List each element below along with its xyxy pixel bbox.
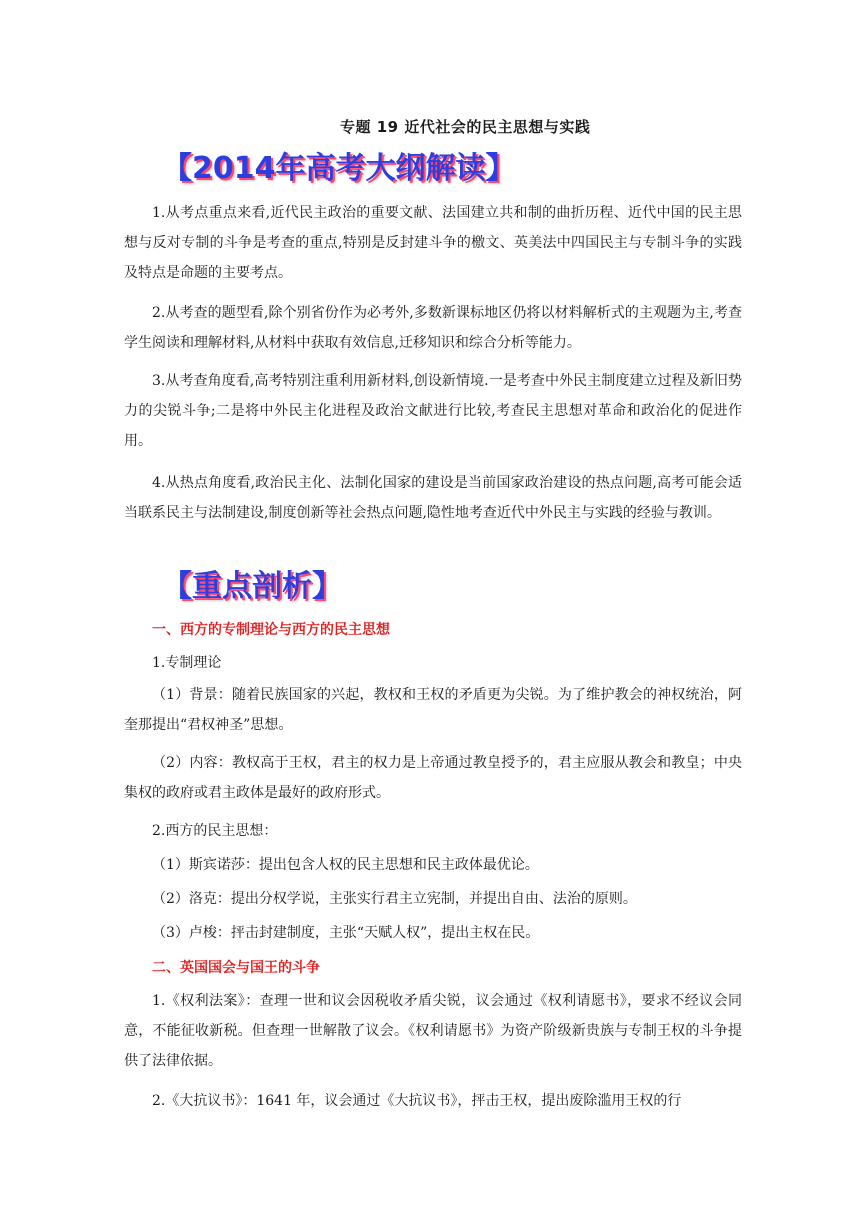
outline-paragraph-3: 3.从考查角度看,高考特别注重利用新材料,创设新情境.一是考查中外民主制度建立过程及新旧势力的尖锐斗争;二是将中外民主化进程及政治文献进行比较,考查民主思想对革命和政治化的促进作用。: [124, 373, 742, 449]
section-heading-2: 二、英国国会与国王的斗争: [152, 960, 320, 976]
item-rousseau: （3）卢梭：抨击封建制度，主张“天赋人权”，提出主权在民。: [152, 925, 540, 941]
paragraph-bill-of-rights: 1.《权利法案》：查理一世和议会因税收矛盾尖锐，议会通过《权利请愿书》，要求不经议会同意，不能征收新税。但查理一世解散了议会。《权利请愿书》为资产阶级新贵族与专制王权的斗争提供了法律依据。: [124, 993, 742, 1069]
section-banner-key-points: 【重点剖析】: [162, 569, 342, 604]
document-title: 专题 19 近代社会的民主思想与实践: [340, 118, 591, 136]
paragraph-background: （1）背景：随着民族国家的兴起，教权和王权的矛盾更为尖锐。为了维护教会的神权统治，阿奎那提出“君权神圣”思想。: [124, 687, 742, 733]
outline-paragraph-2: 2.从考查的题型看,除个别省份作为必考外,多数新课标地区仍将以材料解析式的主观题为主,考查学生阅读和理解材料,从材料中获取有效信息,迁移知识和综合分析等能力。: [124, 305, 742, 351]
subheading-autocracy-theory: 1.专制理论: [152, 655, 222, 671]
subheading-democratic-thought: 2.西方的民主思想：: [152, 823, 278, 839]
outline-paragraph-4: 4.从热点角度看,政治民主化、法制化国家的建设是当前国家政治建设的热点问题,高考可能会适当联系民主与法制建设,制度创新等社会热点问题,隐性地考查近代中外民主与实践的经验与教训。: [124, 475, 742, 521]
item-locke: （2）洛克：提出分权学说，主张实行君主立宪制，并提出自由、法治的原则。: [152, 891, 637, 907]
section-heading-1: 一、西方的专制理论与西方的民主思想: [152, 622, 390, 638]
paragraph-grand-remonstrance: 2.《大抗议书》：1641 年，议会通过《大抗议书》，抨击王权，提出废除滥用王权的行: [152, 1093, 682, 1109]
section-banner-outline: 【2014年高考大纲解读】: [162, 151, 516, 186]
outline-paragraph-1: 1.从考点重点来看,近代民主政治的重要文献、法国建立共和制的曲折历程、近代中国的民主思想与反对专制的斗争是考查的重点,特别是反封建斗争的檄文、英美法中四国民主与专制斗争的实践及特点是命题的主要考点。: [124, 205, 742, 281]
item-spinoza: （1）斯宾诺莎：提出包含人权的民主思想和民主政体最优论。: [152, 857, 539, 873]
paragraph-content: （2）内容：教权高于王权，君主的权力是上帝通过教皇授予的，君主应服从教会和教皇；中央集权的政府或君主政体是最好的政府形式。: [124, 755, 742, 801]
